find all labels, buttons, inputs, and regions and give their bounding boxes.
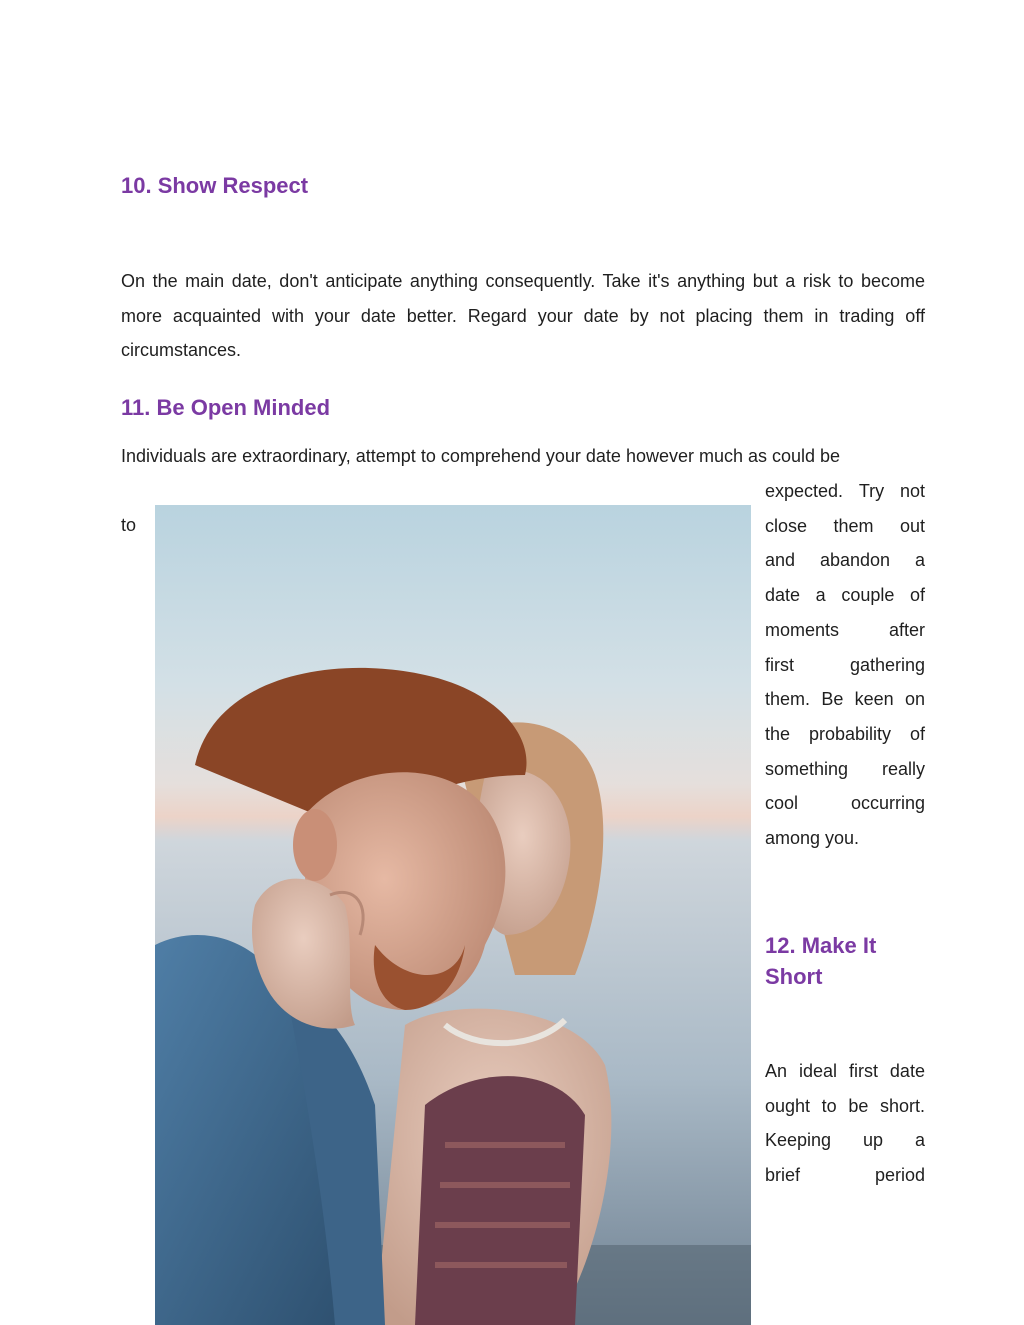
- word: them.: [765, 689, 811, 710]
- word: the: [765, 723, 791, 744]
- word: not: [899, 481, 925, 501]
- word: on: [904, 689, 925, 710]
- column-line: [765, 578, 925, 613]
- word: probability: [808, 723, 892, 744]
- word: something: [765, 758, 849, 779]
- word: expected.: [765, 481, 844, 501]
- word: up: [863, 1130, 884, 1151]
- word: An: [765, 1061, 788, 1081]
- word: ideal: [798, 1061, 838, 1081]
- column-line: [765, 1089, 925, 1124]
- word: them: [833, 515, 874, 536]
- word: a: [815, 585, 826, 606]
- column-line: [765, 1158, 925, 1193]
- word: keen: [854, 689, 894, 710]
- column-line: [765, 543, 925, 578]
- column-line: [765, 613, 925, 648]
- word: short.: [879, 1095, 925, 1116]
- column-line: [765, 474, 925, 509]
- column-line: [765, 648, 925, 683]
- word: occurring: [850, 793, 925, 814]
- word: ought: [765, 1095, 811, 1116]
- heading-make-it-short-line-1: 12. Make It: [765, 933, 877, 958]
- heading-be-open-minded: 11. Be Open Minded: [121, 395, 331, 420]
- couple-photo: [155, 505, 751, 1325]
- paragraph-open-minded-first-line: Individuals are extraordinary, attempt to comprehend your date however much as could be: [121, 446, 841, 466]
- column-line: [765, 821, 925, 856]
- word: abandon: [819, 550, 891, 571]
- word: among you.: [765, 828, 860, 849]
- word: gathering: [849, 654, 925, 675]
- word: brief: [765, 1165, 801, 1186]
- word: of: [909, 585, 925, 606]
- column-line: [765, 1054, 925, 1089]
- column-line: [765, 1123, 925, 1158]
- paragraph-open-minded-column: [765, 474, 925, 856]
- word: Keeping: [765, 1130, 832, 1151]
- word: a: [914, 550, 925, 571]
- word: Be: [821, 689, 844, 710]
- column-line: [765, 786, 925, 821]
- word: and: [765, 550, 796, 571]
- word: date: [765, 585, 801, 606]
- word: really: [881, 758, 925, 779]
- word: Try: [858, 481, 885, 501]
- word: period: [874, 1165, 925, 1186]
- word: out: [899, 515, 925, 536]
- word: close: [765, 515, 808, 536]
- column-line: [765, 717, 925, 752]
- paragraph-show-respect: On the main date, don't anticipate anything consequently. Take it's anything but a risk to become more acquainted with your date better. Regard your date by not placing them in trading off circumstances.: [121, 271, 925, 361]
- word: of: [909, 723, 925, 744]
- column-line: [765, 682, 925, 717]
- word: to: [821, 1095, 837, 1116]
- heading-make-it-short: [765, 930, 876, 992]
- column-line: [765, 509, 925, 544]
- word: couple: [841, 585, 895, 606]
- word: cool: [765, 793, 799, 814]
- word: first: [848, 1061, 878, 1081]
- paragraph-open-minded-left-word: to: [121, 515, 137, 535]
- word: first: [765, 654, 794, 675]
- column-line: [765, 752, 925, 787]
- paragraph-make-it-short-column: [765, 1054, 925, 1193]
- heading-show-respect: 10. Show Respect: [121, 173, 309, 198]
- heading-make-it-short-line-2: Short: [765, 964, 823, 989]
- word: be: [848, 1095, 869, 1116]
- word: date: [889, 1061, 925, 1081]
- word: after: [888, 619, 925, 640]
- word: a: [914, 1130, 925, 1151]
- word: moments: [765, 619, 840, 640]
